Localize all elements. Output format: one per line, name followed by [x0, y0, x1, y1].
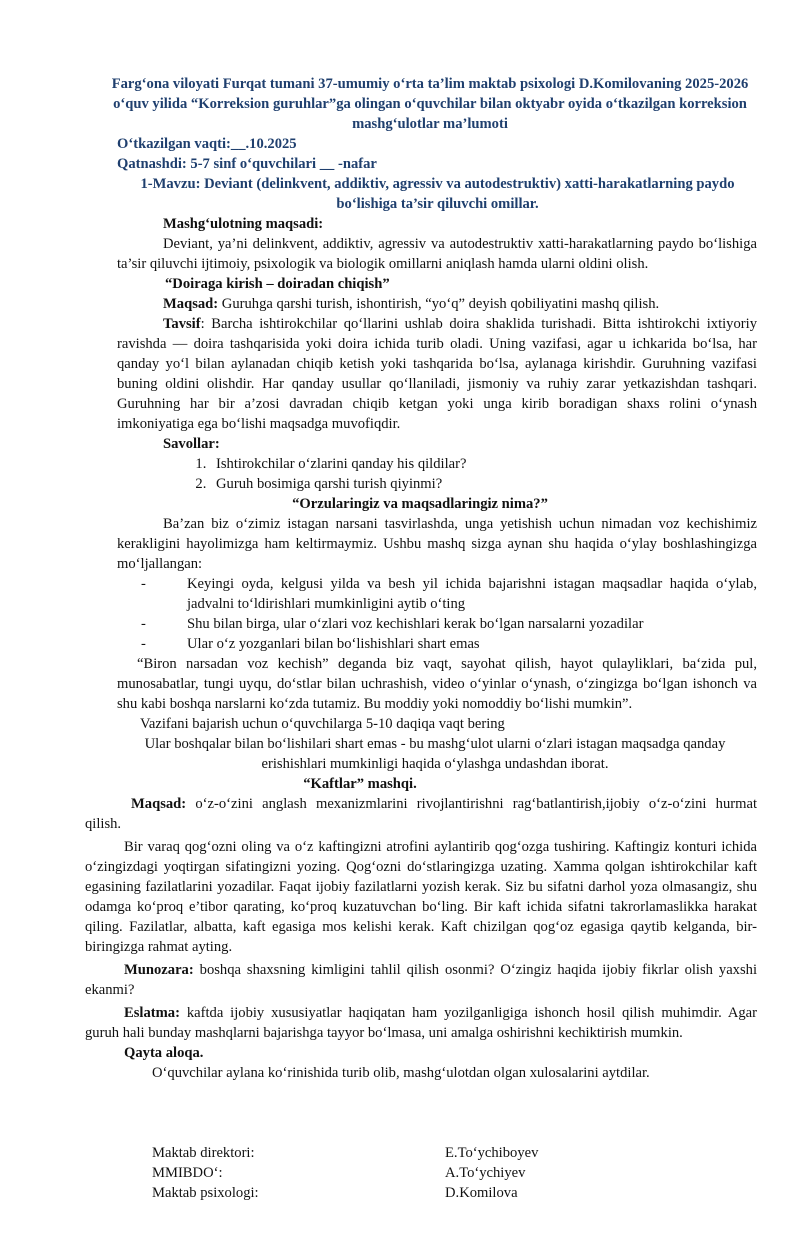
list-item-text: Shu bilan birga, ular o‘zlari voz kechishlari kerak bo‘lgan narsalarni yozadilar — [187, 616, 644, 632]
list-item — [117, 574, 757, 614]
document-title: Farg‘ona viloyati Furqat tumani 37-umumiy o‘rta ta’lim maktab psixologi D.Komilovaning 2025-2026 o‘quv yilida “Korreksion guruhlar”ga olingan o‘quvchilar bilan oktyabr oyida o‘tkazilgan korreksion mashg‘ulotlar ma’lumoti — [111, 76, 749, 132]
exercise1-purpose — [117, 294, 757, 314]
feedback-text: O‘quvchilar aylana ko‘rinishida turib olib, mashg‘ulotdan olgan xulosalarini aytdilar. — [152, 1065, 650, 1081]
purpose-text: Guruhga qarshi turish, ishontirish, “yo‘q” deyish qobiliyatini mashq qilish. — [218, 296, 660, 312]
exercise2-title: “Orzularingiz va maqsadlaringiz nima?” — [292, 496, 548, 512]
exercise3-remark — [85, 1003, 757, 1043]
remark-label: Eslatma: — [124, 1005, 180, 1021]
exercise3-purpose — [85, 794, 757, 834]
purpose-label: Maqsad: — [131, 796, 187, 812]
feedback-heading: Qayta aloqa. — [124, 1045, 204, 1061]
description-label: Tavsif — [163, 316, 201, 332]
dash-bullet: - — [141, 616, 146, 632]
signature-row — [152, 1183, 652, 1203]
signature-role: Maktab psixologi: — [152, 1185, 259, 1201]
signature-block — [152, 1143, 652, 1203]
list-item-text: Keyingi oyda, kelgusi yilda va besh yil ichida bajarishni istagan maqsadlar haqida o‘ylab, jadvalni to‘ldirishlari mumkinligini aytib o‘ting — [187, 576, 757, 612]
signature-row — [152, 1163, 652, 1183]
dash-bullet: - — [141, 576, 146, 592]
signature-row — [152, 1143, 652, 1163]
questions-heading: Savollar: — [163, 436, 220, 452]
signature-role: MMIBDO‘: — [152, 1165, 223, 1181]
description-text: : Barcha ishtirokchilar qo‘llarini ushlab doira shaklida turishadi. Bitta ishtirokchi ixtiyoriy ravishda — doira tashqarisida yoki doira ichida turib oladi. Uning vazifasi, agar u ichkarida bo‘lsa, har qanday yo‘l bilan aylanadan chiqib ketish yoki tashqarida bo‘lsa, aylanaga kirishdir. Guruhning vazifasi buning oldini olishdir. Har qanday usullar qo‘llaniladi, jismoniy va ruhiy zarar yetkazishdan tashqari. Guruhning har bir a’zosi davradan chiqib ketgan yoki unga kirib boradigan shaxs rolini o‘ynash imkoniyatiga ega bo‘lishi maqsadga muvofiqdir. — [117, 316, 757, 432]
exercise1-title: “Doiraga kirish – doiradan chiqish” — [165, 276, 390, 292]
topic-rest: xatti-harakatlarning paydo bo‘lishiga ta’sir qiluvchi omillar. — [336, 176, 735, 212]
topic-deviant-types: Deviant (delinkvent, addiktiv, agressiv va autodestruktiv) — [204, 176, 561, 192]
signature-name: A.To‘ychiyev — [445, 1165, 526, 1181]
exercise2-intro: Ba’zan biz o‘zimiz istagan narsani tasvirlashda, unga yetishish uchun nimadan voz kechishimiz kerakligini hayolimizga ham keltirmaymiz. Ushbu mashq sizga aynan shu haqida o‘ylay boshlashingizga mo‘ljallangan: — [117, 516, 757, 572]
signature-name: E.To‘ychiboyev — [445, 1145, 539, 1161]
goal-text: Deviant, ya’ni delinkvent, addiktiv, agressiv va autodestruktiv xatti-harakatlarning paydo bo‘lishiga ta’sir qiluvchi ijtimoiy, psixologik va biologik omillarni aniqlash hamda ularni oldini olish. — [117, 236, 757, 272]
exercise3-description: Bir varaq qog‘ozni oling va o‘z kaftingizni atrofini aylantirib qog‘ozga tushiring. Kaftingiz konturi ichida o‘zingizdagi yoqtirgan sifatingizni yozing. Qog‘ozni do‘stlaringizga uzating. Xamma qolgan ishtirokchilar kaft egasining fazilatlarini yozadilar. Faqat ijobiy fazilatlarni yozish kerak. Siz bu sifatni darhol yoza olmasangiz, shu odamga ko‘proq e’tibor qarating, ko‘proq kuzatuvchan bo‘ling. Bir kaft ichida sifatni takrorlamaslikka harakat qiling. Fazilatlar, albatta, kaft egasiga mos kelishi kerak. Kaft chizilgan qog‘oz egasiga qaytib kelganda, bir-biringizga rahmat ayting. — [85, 839, 757, 955]
date-line: O‘tkazilgan vaqti:__.10.2025 — [117, 136, 297, 152]
exercise2-note: “Biron narsadan voz kechish” deganda biz vaqt, sayohat qilish, hayot qulayliklari, ba‘zida pul, munosabatlar, tungi uyqu, do‘stlar bilan uchrashish, video o‘yinlar o‘ynash, o‘zingizga bo‘lgan ishonch va shu kabi boshqa narslarni ko‘zda tutamiz. Bu moddiy yoki nomoddiy bo‘lishi mumkin”. — [117, 656, 757, 712]
list-item-text: Ular o‘z yozganlari bilan bo‘lishishlari shart emas — [187, 636, 480, 652]
list-item — [117, 634, 757, 654]
participants-line: Qatnashdi: 5-7 sinf o‘quvchilari __ -nafar — [117, 156, 377, 172]
dash-bullet: - — [141, 636, 146, 652]
questions-list — [117, 454, 757, 494]
list-item: 2. Guruh bosimiga qarshi turish qiyinmi? — [210, 474, 757, 494]
discussion-label: Munozara: — [124, 962, 194, 978]
list-item: 1. Ishtirokchilar o‘zlarini qanday his qildilar? — [210, 454, 757, 474]
discussion-text: boshqa shaxsning kimligini tahlil qilish osonmi? O‘zingiz haqida ijobiy fikrlar olish yaxshi ekanmi? — [85, 962, 757, 998]
goal-heading: Mashg‘ulotning maqsadi: — [163, 216, 324, 232]
exercise3-discussion — [85, 960, 757, 1000]
signature-name: D.Komilova — [445, 1185, 518, 1201]
list-item — [117, 614, 757, 634]
purpose-text: o‘z-o‘zini anglash mexanizmlarini rivojlantirishni rag‘batlantirish,ijobiy o‘z-o‘zini hurmat qilish. — [85, 796, 757, 832]
signature-role: Maktab direktori: — [152, 1145, 255, 1161]
exercise3-title: “Kaftlar” mashqi. — [303, 776, 417, 792]
topic-label: 1-Mavzu: — [140, 176, 205, 192]
exercise2-time: Vazifani bajarish uchun o‘quvchilarga 5-10 daqiqa vaqt bering — [140, 716, 505, 732]
exercise1-description — [117, 314, 757, 434]
remark-text: kaftda ijobiy xususiyatlar haqiqatan ham yozilganligiga ishonch hosil qilish muhimdir. Agar guruh hali bunday mashqlarni bajarishga tayyor bo‘lmasa, uni amalga oshirishni kechiktirish mumkin. — [85, 1005, 757, 1041]
topic — [125, 174, 750, 214]
purpose-label: Maqsad: — [163, 296, 219, 312]
exercise2-share: Ular boshqalar bilan bo‘lishilari shart emas - bu mashg‘ulot ularni o‘zlari istagan maqsadga qanday erishishlari mumkinligi haqida o‘ylashga undashdan iborat. — [144, 736, 726, 772]
